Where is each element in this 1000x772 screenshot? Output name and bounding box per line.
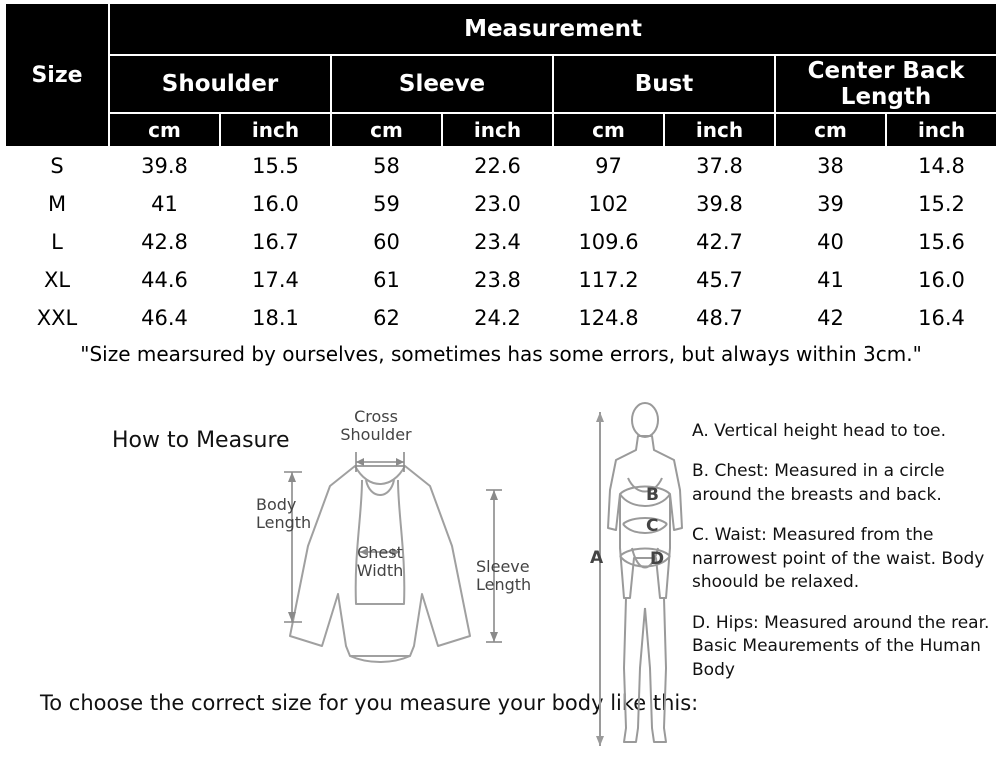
header-group-shoulder: Shoulder	[109, 55, 331, 113]
cell-l-bust-inch: 42.7	[664, 223, 775, 261]
cell-xl-cbl-inch: 16.0	[886, 261, 997, 299]
cell-l-sleeve-inch: 23.4	[442, 223, 553, 261]
table-row	[5, 261, 997, 299]
label-cross-shoulder-line1: Cross	[354, 407, 398, 426]
label-chest-width-line2: Width	[356, 561, 404, 580]
body-marker-c: C	[646, 516, 659, 536]
cell-l-sleeve-cm: 60	[331, 223, 442, 261]
header-unit-cbl-cm: cm	[775, 113, 886, 147]
header-unit-cbl-inch: inch	[886, 113, 997, 147]
cell-s-sleeve-inch: 22.6	[442, 147, 553, 185]
row-size-xl: XL	[5, 261, 109, 299]
cell-xxl-cbl-cm: 42	[775, 299, 886, 337]
cell-s-shoulder-inch: 15.5	[220, 147, 331, 185]
label-body-length-line2: Length	[256, 513, 312, 532]
cell-xxl-cbl-inch: 16.4	[886, 299, 997, 337]
how-to-measure-title: How to Measure	[112, 428, 290, 453]
table-header-row-3	[5, 113, 997, 147]
cell-l-bust-cm: 109.6	[553, 223, 664, 261]
size-note: "Size mearsured by ourselves, sometimes has some errors, but always within 3cm."	[5, 337, 997, 371]
table-row	[5, 147, 997, 185]
size-measurement-table	[4, 2, 998, 372]
table-header-row-1	[5, 3, 997, 55]
header-group-sleeve: Sleeve	[331, 55, 553, 113]
body-marker-d: D	[650, 549, 665, 569]
label-cross-shoulder-line2: Shoulder	[340, 425, 412, 444]
row-size-s: S	[5, 147, 109, 185]
cell-xl-shoulder-cm: 44.6	[109, 261, 220, 299]
header-group-bust: Bust	[553, 55, 775, 113]
header-unit-sleeve-inch: inch	[442, 113, 553, 147]
row-size-l: L	[5, 223, 109, 261]
cell-xl-bust-inch: 45.7	[664, 261, 775, 299]
legend-item-b: B. Chest: Measured in a circle around the breasts and back.	[692, 461, 945, 505]
cell-l-shoulder-inch: 16.7	[220, 223, 331, 261]
how-to-measure-section	[0, 388, 1000, 772]
cell-s-cbl-cm: 38	[775, 147, 886, 185]
label-sleeve-length-line1: Sleeve	[476, 557, 530, 576]
cell-m-sleeve-cm: 59	[331, 185, 442, 223]
header-unit-bust-inch: inch	[664, 113, 775, 147]
cell-xxl-sleeve-inch: 24.2	[442, 299, 553, 337]
cell-s-bust-cm: 97	[553, 147, 664, 185]
table-note-row	[5, 337, 997, 371]
cell-xl-cbl-cm: 41	[775, 261, 886, 299]
cell-xxl-shoulder-cm: 46.4	[109, 299, 220, 337]
header-unit-bust-cm: cm	[553, 113, 664, 147]
table-row	[5, 223, 997, 261]
cell-s-sleeve-cm: 58	[331, 147, 442, 185]
row-size-m: M	[5, 185, 109, 223]
legend-item-c: C. Waist: Measured from the narrowest point of the waist. Body shoould be relaxed.	[692, 525, 985, 593]
cell-m-cbl-inch: 15.2	[886, 185, 997, 223]
legend-item-a: A. Vertical height head to toe.	[692, 421, 947, 441]
body-marker-b: B	[646, 485, 659, 505]
label-body-length-line1: Body	[256, 495, 297, 514]
cell-xxl-bust-inch: 48.7	[664, 299, 775, 337]
measurement-legend	[692, 420, 992, 682]
cell-m-cbl-cm: 39	[775, 185, 886, 223]
header-measurement: Measurement	[109, 3, 997, 55]
header-unit-shoulder-inch: inch	[220, 113, 331, 147]
cell-m-bust-inch: 39.8	[664, 185, 775, 223]
cell-xl-sleeve-cm: 61	[331, 261, 442, 299]
cell-xxl-bust-cm: 124.8	[553, 299, 664, 337]
cell-l-shoulder-cm: 42.8	[109, 223, 220, 261]
header-group-center-back-length: Center Back Length	[775, 55, 997, 113]
cell-xl-sleeve-inch: 23.8	[442, 261, 553, 299]
legend-item-d: D. Hips: Measured around the rear. Basic Meaurements of the Human Body	[692, 612, 990, 680]
table-header-row-2	[5, 55, 997, 113]
header-unit-sleeve-cm: cm	[331, 113, 442, 147]
table-row	[5, 299, 997, 337]
header-unit-shoulder-cm: cm	[109, 113, 220, 147]
garment-diagram	[250, 394, 560, 674]
label-chest-width-line1: Chest	[357, 543, 403, 562]
table-row	[5, 185, 997, 223]
cell-m-bust-cm: 102	[553, 185, 664, 223]
cell-m-shoulder-cm: 41	[109, 185, 220, 223]
cell-xl-shoulder-inch: 17.4	[220, 261, 331, 299]
cell-xxl-sleeve-cm: 62	[331, 299, 442, 337]
header-size: Size	[5, 3, 109, 147]
cell-m-sleeve-inch: 23.0	[442, 185, 553, 223]
cell-s-shoulder-cm: 39.8	[109, 147, 220, 185]
measure-instruction-text: To choose the correct size for you measure your body like this:	[40, 691, 699, 715]
cell-s-bust-inch: 37.8	[664, 147, 775, 185]
body-figure-diagram	[590, 398, 700, 758]
body-marker-a: A	[590, 548, 604, 568]
label-sleeve-length-line2: Length	[476, 575, 532, 594]
cell-m-shoulder-inch: 16.0	[220, 185, 331, 223]
cell-xl-bust-cm: 117.2	[553, 261, 664, 299]
cell-l-cbl-inch: 15.6	[886, 223, 997, 261]
cell-xxl-shoulder-inch: 18.1	[220, 299, 331, 337]
row-size-xxl: XXL	[5, 299, 109, 337]
cell-l-cbl-cm: 40	[775, 223, 886, 261]
cell-s-cbl-inch: 14.8	[886, 147, 997, 185]
